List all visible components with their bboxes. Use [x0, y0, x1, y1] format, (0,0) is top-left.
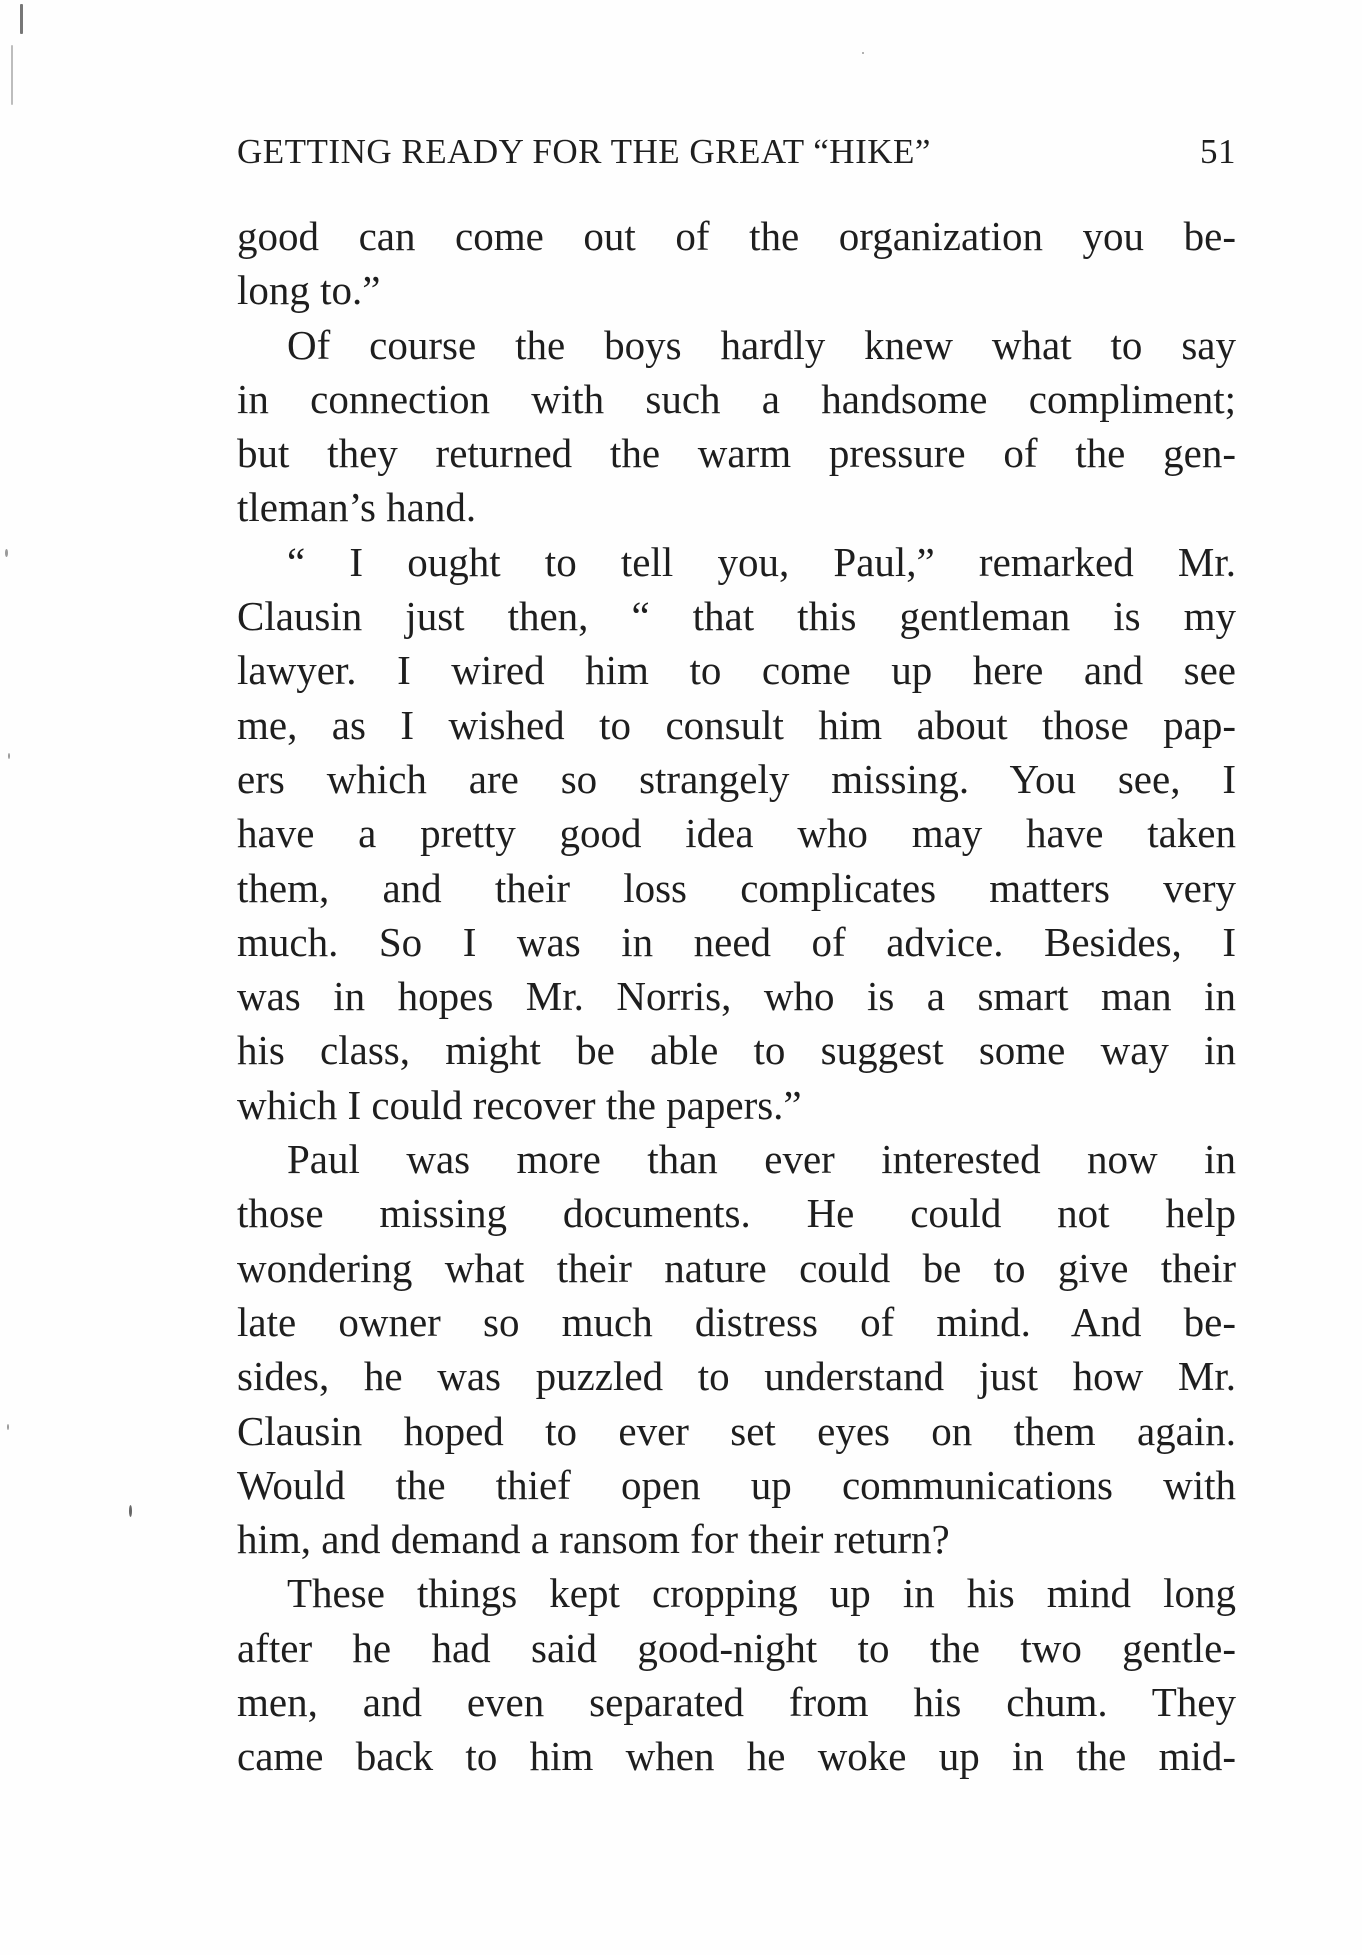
text-line: him, and demand a ransom for their return?: [237, 1516, 950, 1563]
text-line: late owner so much distress of mind. And be-: [237, 1298, 1236, 1345]
text-line: much. So I was in need of advice. Besides, I: [237, 918, 1236, 965]
text-line: came back to him when he woke up in the mid-: [237, 1733, 1236, 1780]
text-line: “ I ought to tell you, Paul,” remarked Mr.: [287, 538, 1236, 585]
text-line: sides, he was puzzled to understand just how Mr.: [237, 1353, 1236, 1400]
margin-speck: [862, 52, 864, 54]
text-line: have a pretty good idea who may have taken: [237, 810, 1236, 857]
margin-speck: [20, 4, 23, 34]
text-line: Clausin hoped to ever set eyes on them again.: [237, 1407, 1236, 1454]
text-line: them, and their loss complicates matters very: [237, 864, 1236, 911]
text-line: Paul was more than ever interested now in: [287, 1136, 1236, 1183]
margin-speck: [129, 1505, 132, 1517]
text-line: wondering what their nature could be to give their: [237, 1244, 1236, 1291]
text-line: Would the thief open up communications with: [237, 1461, 1236, 1508]
text-line: in connection with such a handsome compliment;: [237, 375, 1236, 422]
body-text: [237, 209, 1236, 1784]
text-line: men, and even separated from his chum. They: [237, 1679, 1236, 1726]
text-line: which I could recover the papers.”: [237, 1081, 802, 1128]
text-line: good can come out of the organization you be-: [237, 213, 1236, 259]
text-line: after he had said good-night to the two gentle-: [237, 1624, 1236, 1671]
text-line: Of course the boys hardly knew what to say: [287, 321, 1236, 368]
text-line: These things kept cropping up in his mind long: [287, 1570, 1236, 1617]
margin-speck: [7, 1424, 9, 1430]
text-line: ers which are so strangely missing. You see, I: [237, 755, 1236, 802]
text-line: his class, might be able to suggest some way in: [237, 1027, 1236, 1074]
text-line: those missing documents. He could not help: [237, 1190, 1236, 1237]
text-line: Clausin just then, “ that this gentleman is my: [237, 593, 1236, 640]
text-line: long to.”: [237, 267, 381, 314]
text-line: was in hopes Mr. Norris, who is a smart man in: [237, 973, 1236, 1020]
running-head: [237, 127, 1236, 177]
text-line: tleman’s hand.: [237, 484, 477, 531]
text-line: lawyer. I wired him to come up here and see: [237, 647, 1236, 694]
margin-speck: [5, 549, 8, 557]
running-title: GETTING READY FOR THE GREAT “HIKE”: [237, 132, 931, 171]
margin-speck: [8, 753, 10, 759]
margin-speck: [11, 45, 13, 105]
page-number: 51: [1200, 132, 1236, 171]
text-line: but they returned the warm pressure of the gen-: [237, 430, 1236, 477]
text-line: me, as I wished to consult him about those pap-: [237, 701, 1236, 748]
